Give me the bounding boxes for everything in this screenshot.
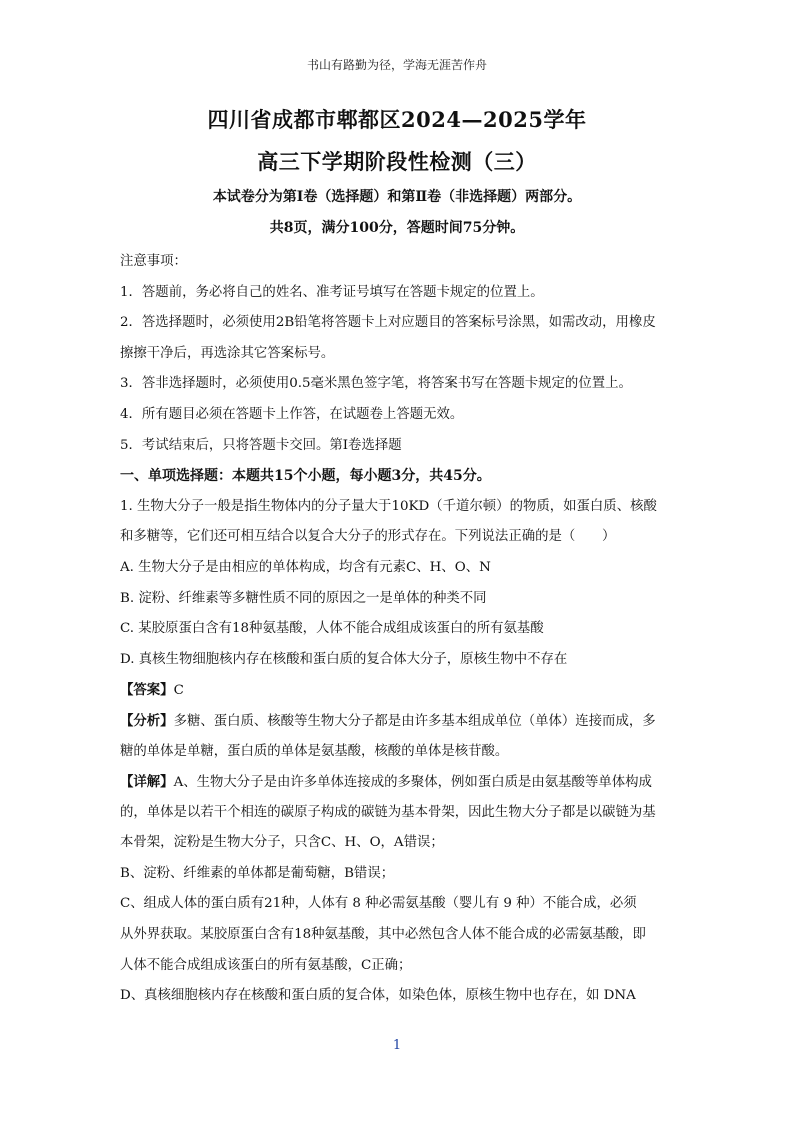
answer-value: C — [173, 683, 184, 699]
answer-line — [120, 675, 680, 706]
detail-tag: 【详解】 — [120, 774, 174, 791]
notice-item: 4．所有题目必须在答题卡上作答，在试题卷上答题无效。 — [120, 406, 464, 422]
notice-item: 2．答选择题时，必须使用2B铅笔将答题卡上对应题目的答案标号涂黑，如需改动，用橡皮 — [120, 315, 656, 331]
notice-item: 1．答题前，务必将自己的姓名、准考证号填写在答题卡规定的位置上。 — [120, 284, 544, 300]
page-header-motto: 书山有路勤为径，学海无涯苦作舟 — [306, 58, 487, 72]
option-a: A. 生物大分子是由相应的单体构成，均含有元素C、H、O、N — [120, 559, 491, 575]
notice-item: 擦擦干净后，再选涂其它答案标号。 — [120, 345, 335, 361]
detail-line: D、真核细胞核内存在核酸和蛋白质的复合体，如染色体，原核生物中也存在，如 DNA — [120, 988, 636, 1004]
notice-item: 3．答非选择题时，必须使用0.5毫米黑色签字笔，将答案书写在答题卡规定的位置上。 — [120, 376, 632, 392]
detail-line — [120, 767, 680, 798]
exam-subtitle-line1: 本试卷分为第Ⅰ卷（选择题）和第Ⅱ卷（非选择题）两部分。 — [212, 189, 582, 205]
exam-title-line2: 高三下学期阶段性检测（三） — [257, 149, 537, 174]
option-b: B. 淀粉、纤维素等多糖性质不同的原因之一是单体的种类不同 — [120, 590, 487, 606]
notice-item: 5．考试结束后，只将答题卡交回。第Ⅰ卷选择题 — [120, 437, 402, 453]
exam-title-line1: 四川省成都市郫都区2024—2025学年 — [207, 107, 587, 132]
detail-line: C、组成人体的蛋白质有21种，人体有 8 种必需氨基酸（婴儿有 9 种）不能合成，必须 — [120, 896, 637, 912]
detail-line: 人体不能合成组成该蛋白的所有氨基酸，C正确； — [120, 957, 412, 973]
notice-heading: 注意事项： — [120, 254, 187, 269]
detail-line: 本骨架，淀粉是生物大分子，只含C、H、O，A错误； — [120, 835, 444, 851]
question-stem-line: 1. 生物大分子一般是指生物体内的分子量大于10KD（千道尔顿）的物质，如蛋白质、核酸 — [120, 498, 657, 514]
option-c: C. 某胶原蛋白含有18种氨基酸，人体不能合成组成该蛋白的所有氨基酸 — [120, 621, 544, 637]
question-stem-line: 和多糖等，它们还可相互结合以复合大分子的形式存在。下列说法正确的是（ ） — [120, 529, 616, 545]
exam-subtitle-line2: 共8页，满分100分，答题时间75分钟。 — [269, 220, 525, 236]
analysis-line — [120, 706, 680, 737]
page-number: 1 — [392, 1038, 402, 1053]
detail-line: B、淀粉、纤维素的单体都是葡萄糖，B错误； — [120, 865, 395, 881]
analysis-tag: 【分析】 — [120, 712, 174, 729]
detail-line: 从外界获取。某胶原蛋白含有18种氨基酸，其中必然包含人体不能合成的必需氨基酸，即 — [120, 927, 646, 943]
detail-text: A、生物大分子是由许多单体连接成的多聚体，例如蛋白质是由氨基酸等单体构成 — [173, 775, 652, 791]
detail-line: 的，单体是以若干个相连的碳原子构成的碳链为基本骨架，因此生物大分子都是以碳链为基 — [120, 804, 656, 820]
document-body — [120, 247, 680, 1012]
section-heading: 一、单项选择题：本题共15个小题，每小题3分，共45分。 — [120, 468, 491, 485]
answer-tag: 【答案】 — [120, 682, 174, 699]
analysis-text: 多糖、蛋白质、核酸等生物大分子都是由许多基本组成单位（单体）连接而成，多 — [173, 713, 656, 729]
option-d: D. 真核生物细胞核内存在核酸和蛋白质的复合体大分子，原核生物中不存在 — [120, 651, 568, 667]
analysis-line: 糖的单体是单糖，蛋白质的单体是氨基酸，核酸的单体是核苷酸。 — [120, 743, 509, 759]
